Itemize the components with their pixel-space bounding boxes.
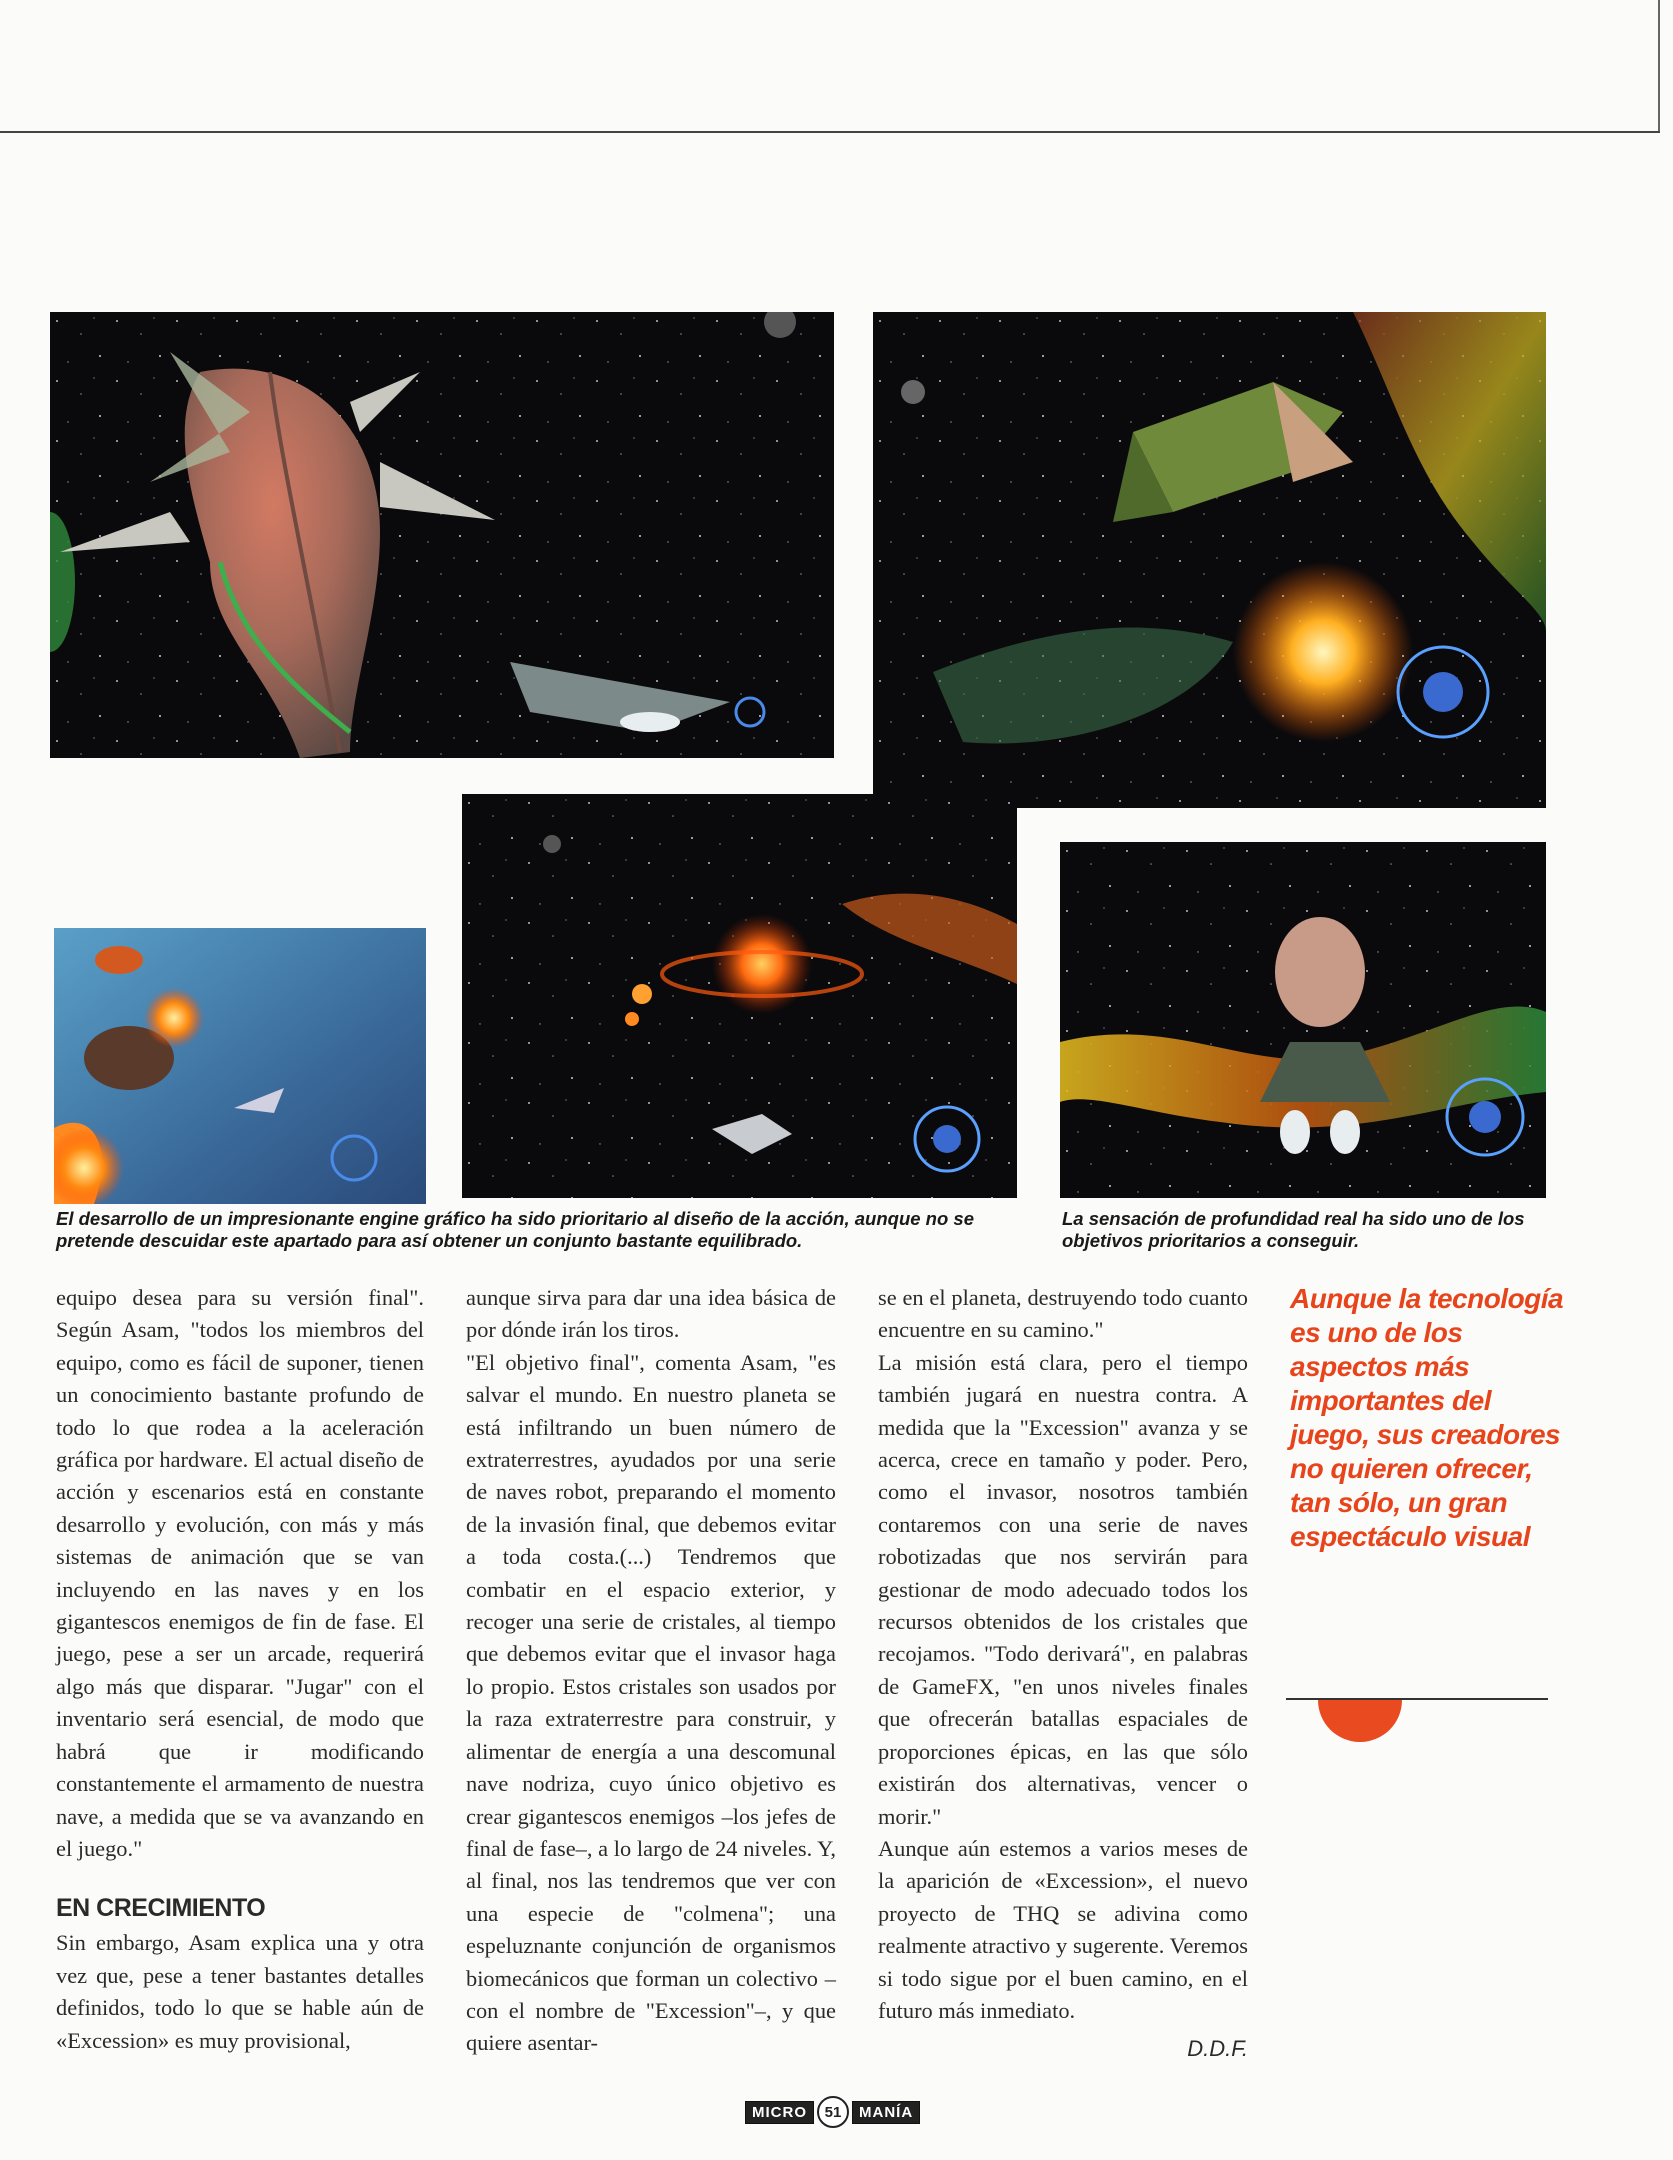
article-column-1 [56,1282,424,2057]
column1-paragraph-2: Sin embargo, Asam explica una y otra vez que, pese a tener bastantes detalles definidos, todo lo que se hable aún de «Excession» es muy provisional, [56,1930,424,2053]
screenshot-orange-planet [462,794,1017,1198]
page-number: 51 [817,2096,849,2128]
column2-paragraph: aunque sirva para dar una idea básica de por dónde irán los tiros. [466,1285,836,1343]
section-subheading: EN CRECIMIENTO [56,1894,266,1923]
screenshot-green-ship-explosion [873,312,1546,808]
pull-quote-half-circle [1318,1700,1402,1742]
magazine-logo-right: MANÍA [852,2101,920,2124]
column3-paragraph: se en el planeta, destruyendo todo cuanto encuentre en su camino." [878,1285,1248,1343]
column3-paragraph-2: La misión está clara, pero el tiempo también jugará en nuestra contra. A medida que la "Excession" avanza y se acerca, crece en tamaño y poder. Pero, como el invasor, nosotros también contaremos con una serie de naves robotizadas que nos servirán para gestionar de modo adecuado todos los recursos obtenidos de los cristales que recojamos. "Todo derivará", en palabras de GameFX, "en unos niveles finales que ofrecerán batallas espaciales de proporciones épicas, en las que sólo existirán dos alternativas, vencer o morir." [878,1349,1248,1829]
author-signature: D.D.F. [1187,2036,1248,2062]
pull-quote: Aunque la tecnología es uno de los aspectos más importantes del juego, sus creadores no quieren ofrecer, tan sólo, un gran espectáculo visual [1290,1283,1564,1552]
column2-paragraph-2: "El objetivo final", comenta Asam, "es salvar el mundo. En nuestro planeta se está infiltrando un buen número de extraterrestres, ayudados por una serie de naves robot, preparando el momento de la invasión final, que debemos evitar a toda costa.(...) Tendremos que combatir en el espacio exterior, y recoger una serie de cristales, al tiempo que debemos evitar que el invasor haga lo propio. Estos cristales son usados por la raza extraterrestre para construir, y alimentar de energía a una descomunal nave nodriza, cuyo único objetivo es crear gigantescos enemigos –los jefes de final de fase–, a lo largo de 24 niveles. Y, al final, nos las tendremos que ver con una especie de "colmena"; una espeluznante conjunción de organismos biomecánicos que forman un colectivo –con el nombre de "Excession"–, y que quiere asentar- [466,1349,836,2056]
article-column-3 [878,1282,1248,2066]
header-rule [0,131,1660,133]
screenshot-blue-battle [54,928,426,1204]
screenshot-alien-mothership [50,312,834,758]
page-footer [745,2096,920,2128]
column1-paragraph: equipo desea para su versión final". Según Asam, "todos los miembros del equipo, como es fácil de suponer, tienen un conocimiento bastante profundo de todo lo que rodea a la aceleración gráfica por hardware. El actual diseño de acción y escenarios está en constante desarrollo y evolución, con más y más sistemas de animación que se van incluyendo en las naves y en los gigantescos enemigos de fin de fase. El juego, pese a ser un arcade, requerirá algo más que disparar. "Jugar" con el inventario será esencial, de modo que habrá que ir modificando constantemente el armamento de nuestra nave, a medida que se va avanzando en el juego." [56,1285,424,1861]
column3-paragraph-3: Aunque aún estemos a varios meses de la aparición de «Excession», el nuevo proyecto de THQ se adivina como realmente atractivo y sugerente. Veremos si todo sigue por el buen camino, en el futuro más inmediato. [878,1835,1248,2023]
header-corner-rule [1658,0,1660,131]
article-column-2 [466,1282,836,2060]
caption-right: La sensación de profundidad real ha sido uno de los objetivos prioritarios a conseguir. [1062,1208,1525,1251]
caption-main: El desarrollo de un impresionante engine gráfico ha sido prioritario al diseño de la acción, aunque no se pretende descuidar este apartado para así obtener un conjunto bastante equilibrado. [56,1208,974,1251]
screenshot-depth-nebula [1060,842,1546,1198]
magazine-logo-left: MICRO [745,2101,814,2124]
